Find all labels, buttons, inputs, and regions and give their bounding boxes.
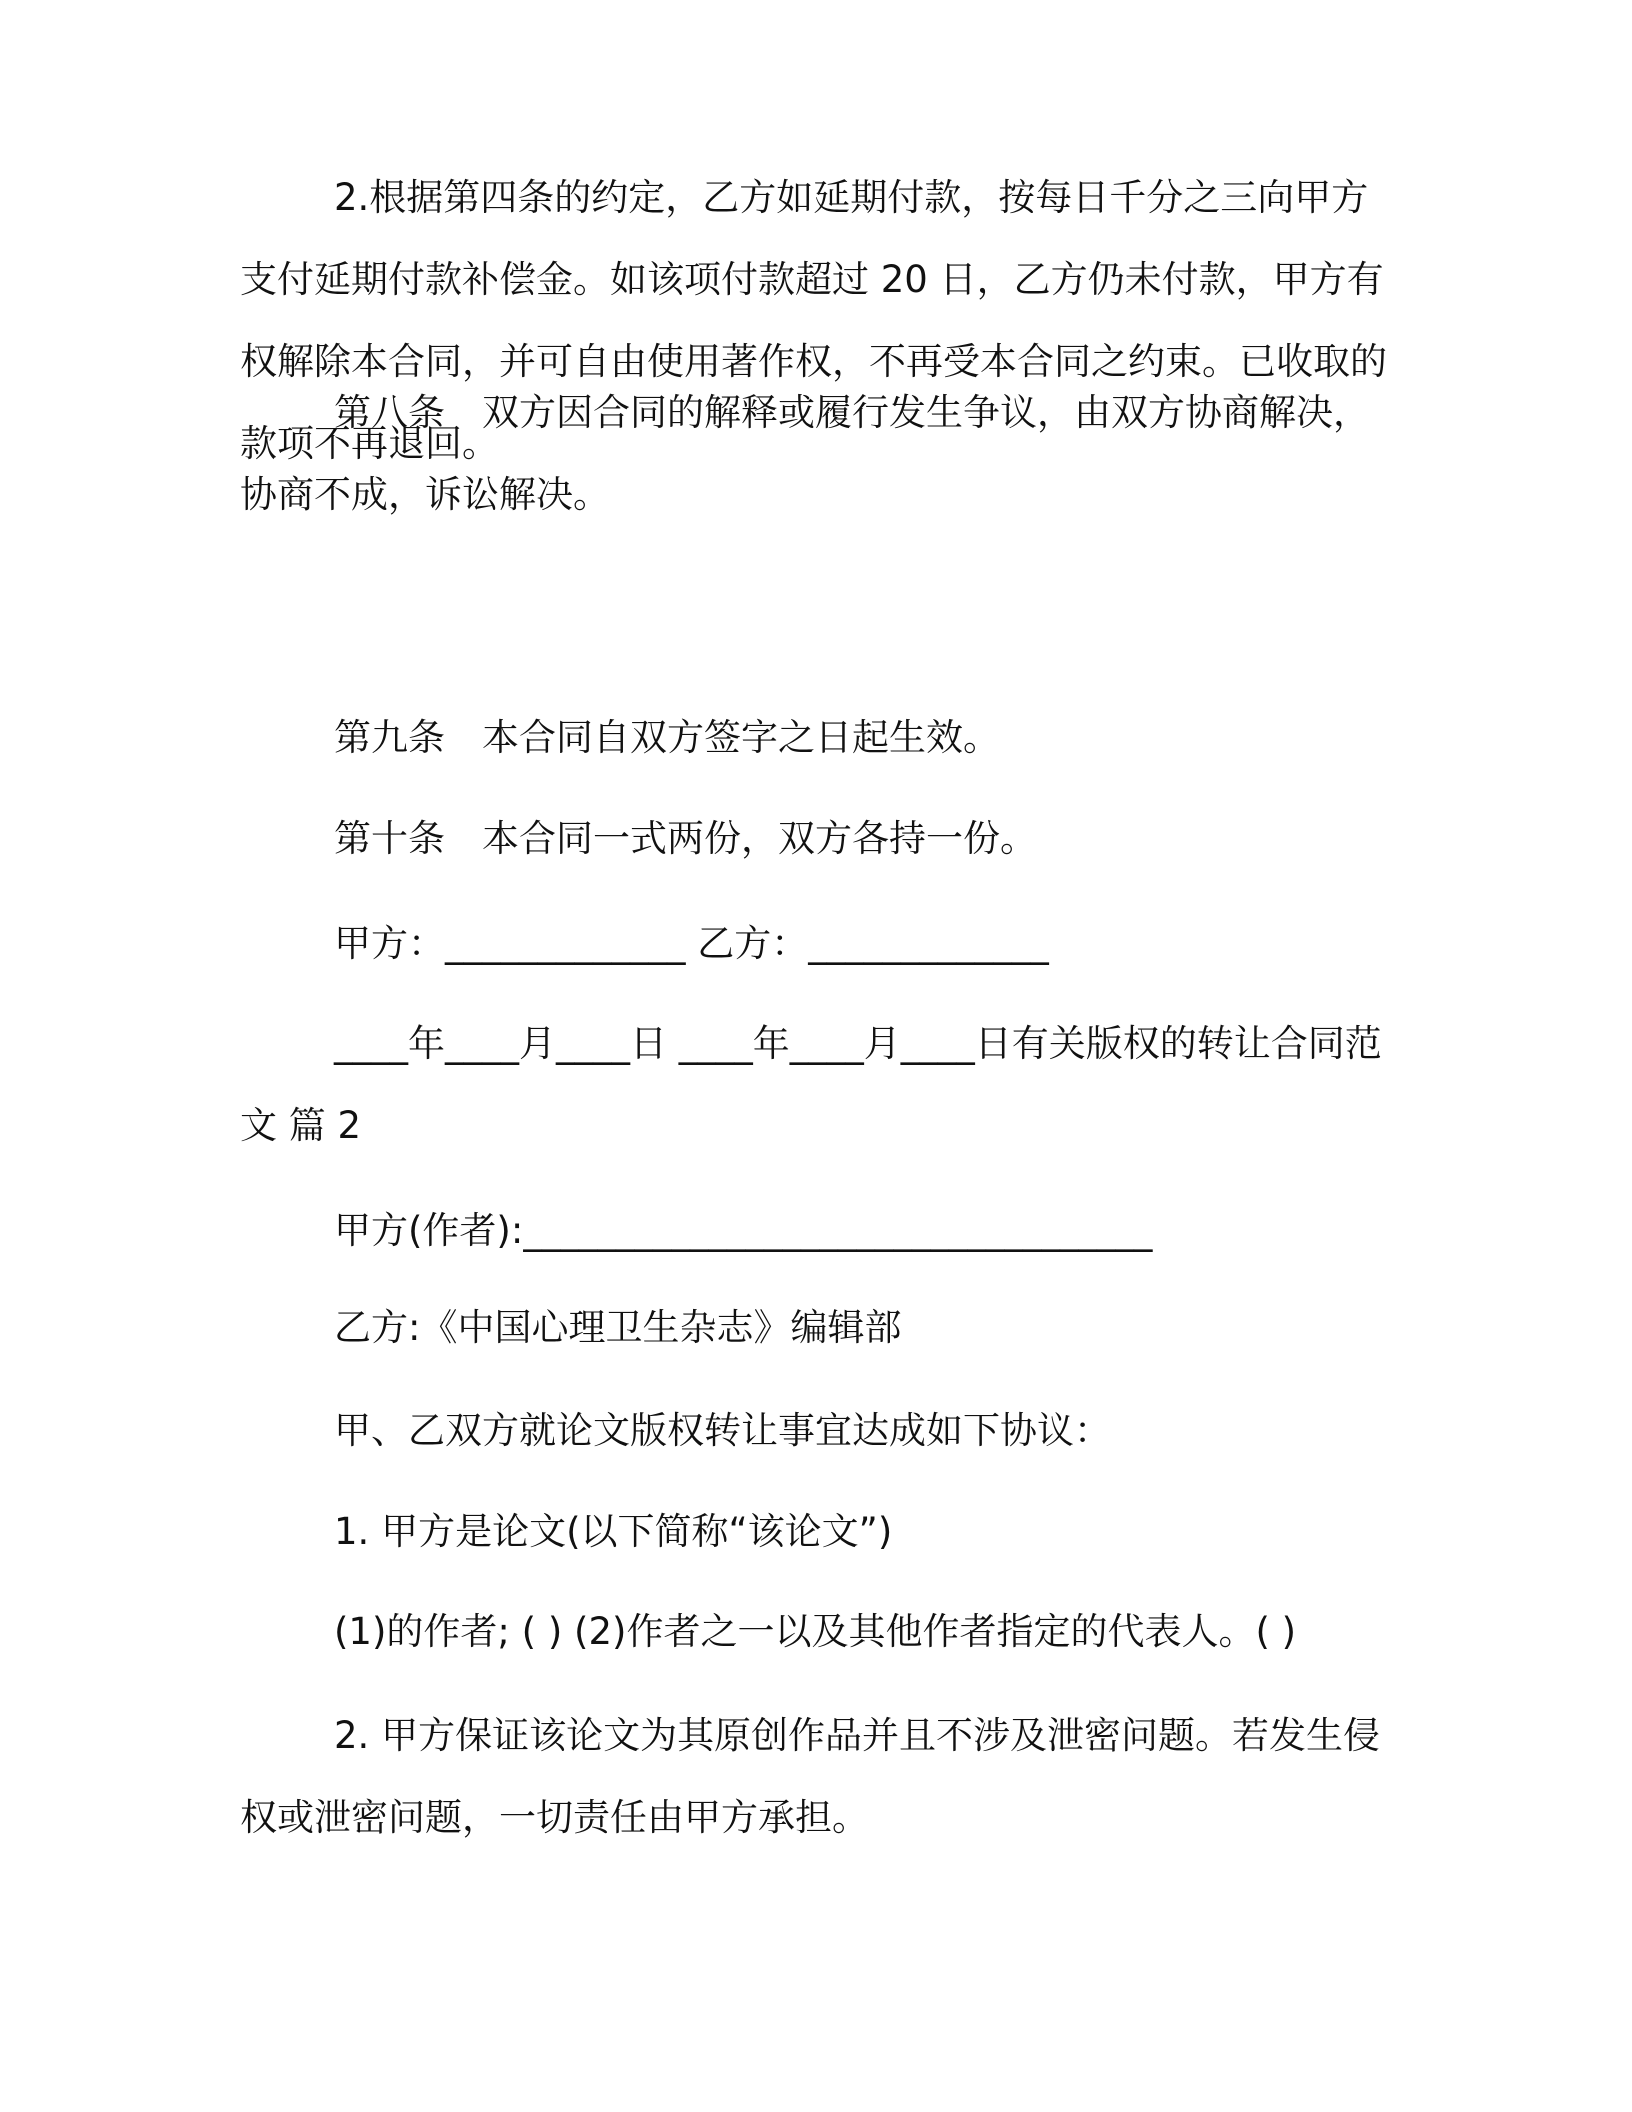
paragraph-item-one: 1. 甲方是论文(以下简称“该论文”): [334, 1510, 893, 1553]
paragraph-author-options: (1)的作者; ( ) (2)作者之一以及其他作者指定的代表人。( ): [334, 1610, 1297, 1653]
paragraph-party-b: 乙方:《中国心理卫生杂志》编辑部: [334, 1306, 902, 1349]
paragraph-article-eight: 第八条 双方因合同的解释或履行发生争议，由双方协商解决，协商不成，诉讼解决。: [240, 391, 1370, 516]
paragraph-dates-and-heading: ____年____月____日 ____年____月____日有关版权的转让合同范文 篇 2: [240, 1022, 1382, 1147]
paragraph-article-nine: 第九条 本合同自双方签字之日起生效。: [334, 716, 1000, 759]
paragraph-item-two: 2. 甲方保证该论文为其原创作品并且不涉及泄密问题。若发生侵权或泄密问题，一切责任由甲方承担。: [240, 1714, 1381, 1839]
paragraph-article-ten: 第十条 本合同一式两份，双方各持一份。: [334, 817, 1037, 860]
paragraph-signature-lines: 甲方：_____________ 乙方：_____________: [334, 922, 1049, 965]
paragraph-agreement-intro: 甲、乙双方就论文版权转让事宜达成如下协议：: [334, 1409, 1111, 1452]
paragraph-late-payment-clause: 2.根据第四条的约定，乙方如延期付款，按每日千分之三向甲方支付延期付款补偿金。如该项付款超过 20 日，乙方仍未付款，甲方有权解除本合同，并可自由使用著作权，不再受本合同之约束。已收取的款项不再退回。: [240, 176, 1387, 465]
paragraph-party-a-author: 甲方(作者):__________________________________: [334, 1209, 1153, 1252]
